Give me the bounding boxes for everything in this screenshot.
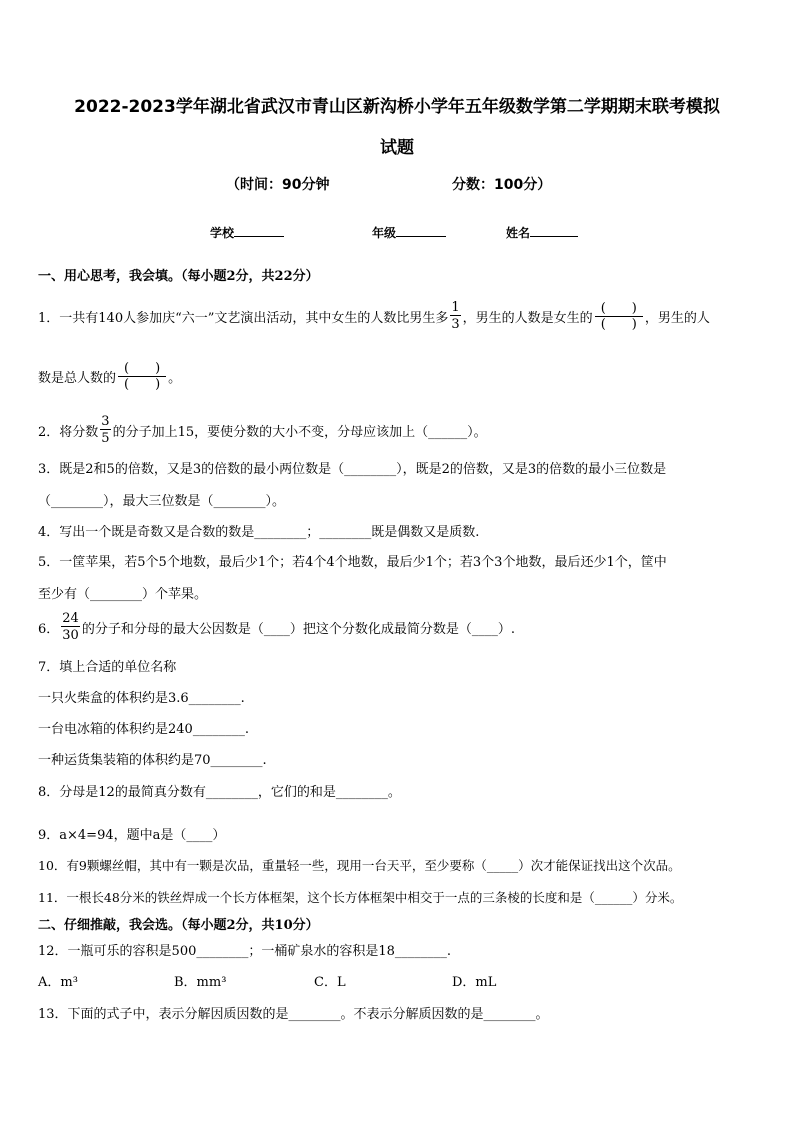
q1-text-d: 数是总人数的 [38,370,117,386]
q7-item: 一只火柴盒的体积约是3.6________. [38,691,245,706]
section-2-heading: 二、仔细推敲，我会选。（每小题2分，共10分） [38,918,319,933]
question-7: 7．填上合适的单位名称 [38,660,177,675]
q1-answer-fraction[interactable]: $\frac{( )}{( )}$ [595,301,643,332]
section-1-heading: 一、用心思考，我会填。（每小题2分，共22分） [38,269,319,284]
q7-item: 一种运货集装箱的体积约是70________. [38,753,267,768]
question-11: 11．一根长48分米的铁丝焊成一个长方体框架，这个长方体框架中相交于一点的三条棱的长度和是（______）分米。 [38,890,683,905]
q1-text-a: 1．一共有140人参加庆“六一”文艺演出活动，其中女生的人数比男生多 [38,310,449,326]
q1-text-b: ，男生的人数是女生的 [462,310,593,326]
question-4: 4．写出一个既是奇数又是合数的数是________；________既是偶数又是质数. [38,525,480,540]
question-12: 12．一瓶可乐的容积是500________；一桶矿泉水的容积是18________. [38,944,452,959]
q1-text-e: 。 [168,370,182,386]
school-field [210,224,284,241]
q6-text-a: 6． [38,621,60,637]
question-5-continued: 至少有（________）个苹果。 [38,587,208,602]
q7-item: 一台电冰箱的体积约是240________. [38,722,249,737]
q6-fraction: $\frac{24}{30}$ [62,611,79,643]
grade-field [372,224,446,241]
q1-text-c: ，男生的人 [644,310,710,326]
page-title: 2022-2023学年湖北省武汉市青山区新沟桥小学年五年级数学第二学期期末联考模拟 [74,97,720,117]
q12-option-b[interactable]: B．mm³ [174,975,227,990]
question-6 [38,607,515,647]
q1-fraction: $\frac{1}{3}$ [451,300,460,332]
question-10: 10．有9颗螺丝帽，其中有一颗是次品，重量轻一些，现用一台天平，至少要称（_____）次才能保证找出这个次品。 [38,858,681,873]
question-3: 3．既是2和5的倍数，又是3的倍数的最小两位数是（________），既是2的倍数，又是3的倍数的最小三位数是 [38,462,667,477]
question-2 [38,412,487,448]
q2-text-b: 的分子加上15，要使分数的大小不变，分母应该加上（______）。 [112,424,487,440]
name-field [506,224,578,241]
name-label: 姓名 [506,226,531,240]
q2-fraction: $\frac{3}{5}$ [101,414,110,446]
q2-text-a: 2．将分数 [38,424,99,440]
page-title-continued: 试题 [380,138,414,158]
exam-score: 分数：100分） [452,177,552,193]
q12-option-d[interactable]: D．mL [452,975,497,990]
question-5: 5．一筐苹果，若5个5个地数，最后少1个；若4个4个地数，最后少1个；若3个3个地数，最后还少1个，筐中 [38,555,667,570]
q6-text-b: 的分子和分母的最大公因数是（____）把这个分数化成最简分数是（____）. [81,621,515,637]
question-1 [38,296,710,336]
question-1-continued [38,356,181,396]
school-blank[interactable] [234,224,284,237]
q12-option-a[interactable]: A．m³ [38,975,78,990]
question-8: 8．分母是12的最简真分数有________，它们的和是________。 [38,785,401,800]
question-13: 13．下面的式子中，表示分解因质因数的是________。不表示分解质因数的是________。 [38,1007,549,1022]
grade-label: 年级 [372,226,397,240]
question-3-continued: （________），最大三位数是（________）。 [38,494,286,509]
q12-option-c[interactable]: C．L [314,975,346,990]
q1-answer-fraction-2[interactable]: $\frac{( )}{( )}$ [118,361,166,392]
question-9: 9．a×4=94，题中a是（____） [38,828,226,843]
grade-blank[interactable] [396,224,446,237]
exam-time: （时间：90分钟 [226,177,330,193]
school-label: 学校 [210,226,235,240]
name-blank[interactable] [530,224,578,237]
